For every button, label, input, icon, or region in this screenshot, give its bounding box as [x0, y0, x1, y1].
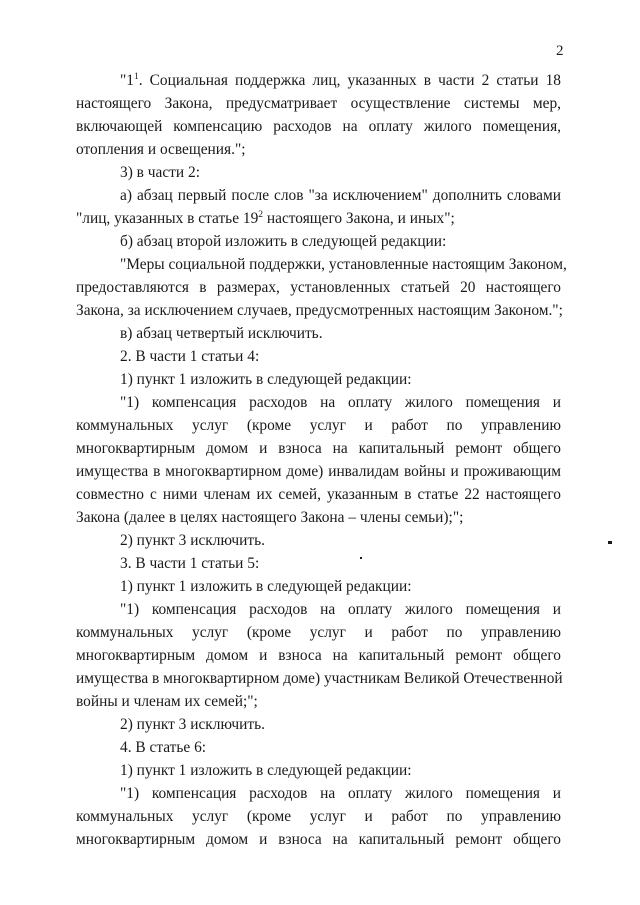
text-line: совместно с ними членам их семей, указанным в статье 22 настоящего [76, 486, 561, 503]
text-line: многоквартирным домом и взноса на капитальный ремонт общего [76, 647, 561, 664]
text-line: "1) компенсация расходов на оплату жилого помещения и [120, 394, 561, 411]
text-line: а) абзац первый после слов "за исключением" дополнить словами [120, 187, 561, 204]
text-line: "$1^1$. Социальная поддержка лиц, указанных в части 2 статьи 18 [120, 72, 561, 89]
text-line: многоквартирным домом и взноса на капитальный ремонт общего [76, 831, 561, 848]
text-line: 1) пункт 1 изложить в следующей редакции: [120, 371, 412, 388]
text-line: Закона (далее в целях настоящего Закона – члены семьи);"; [76, 509, 464, 526]
text-line: имущества в многоквартирном доме) инвалидам войны и проживающим [76, 463, 561, 480]
text-line: коммунальных услуг (кроме услуг и работ по управлению [76, 808, 561, 825]
text-line: предоставляются в размерах, установленных статьей 20 настоящего [76, 279, 561, 296]
text-line: 1) пункт 1 изложить в следующей редакции: [120, 762, 412, 779]
text-line: Закона, за исключением случаев, предусмотренных настоящим Законом."; [76, 302, 563, 319]
page-number: 2 [556, 43, 564, 59]
text-line: 2) пункт 3 исключить. [120, 716, 265, 733]
text-line: коммунальных услуг (кроме услуг и работ по управлению [76, 417, 561, 434]
text-line: войны и членам их семей;"; [76, 693, 258, 710]
scan-speck [608, 541, 612, 544]
text-line: имущества в многоквартирном доме) участникам Великой Отечественной [76, 670, 563, 687]
text-line: 3) в части 2: [120, 164, 200, 181]
text-line: "1) компенсация расходов на оплату жилого помещения и [120, 601, 561, 618]
text-line: 2. В части 1 статьи 4: [120, 348, 260, 365]
scan-speck [360, 557, 362, 559]
text-line: 2) пункт 3 исключить. [120, 532, 265, 549]
text-line: "Меры социальной поддержки, установленные настоящим Законом, [120, 256, 567, 273]
text-line: отопления и освещения."; [76, 141, 246, 158]
text-line: 1) пункт 1 изложить в следующей редакции: [120, 578, 412, 595]
text-line: настоящего Закона, предусматривает осуществление системы мер, [76, 95, 561, 112]
text-line: "1) компенсация расходов на оплату жилого помещения и [120, 785, 561, 802]
text-line: в) абзац четвертый исключить. [120, 325, 323, 342]
text-line: коммунальных услуг (кроме услуг и работ по управлению [76, 624, 561, 641]
text-line: б) абзац второй изложить в следующей редакции: [120, 233, 447, 250]
text-line: 3. В части 1 статьи 5: [120, 555, 260, 572]
text-line: многоквартирным домом и взноса на капитальный ремонт общего [76, 440, 561, 457]
text-line: включающей компенсацию расходов на оплату жилого помещения, [76, 118, 561, 135]
text-line: 4. В статье 6: [120, 739, 207, 756]
text-line: "лиц, указанных в статье $19^2$ настоящего Закона, и иных"; [76, 210, 455, 227]
